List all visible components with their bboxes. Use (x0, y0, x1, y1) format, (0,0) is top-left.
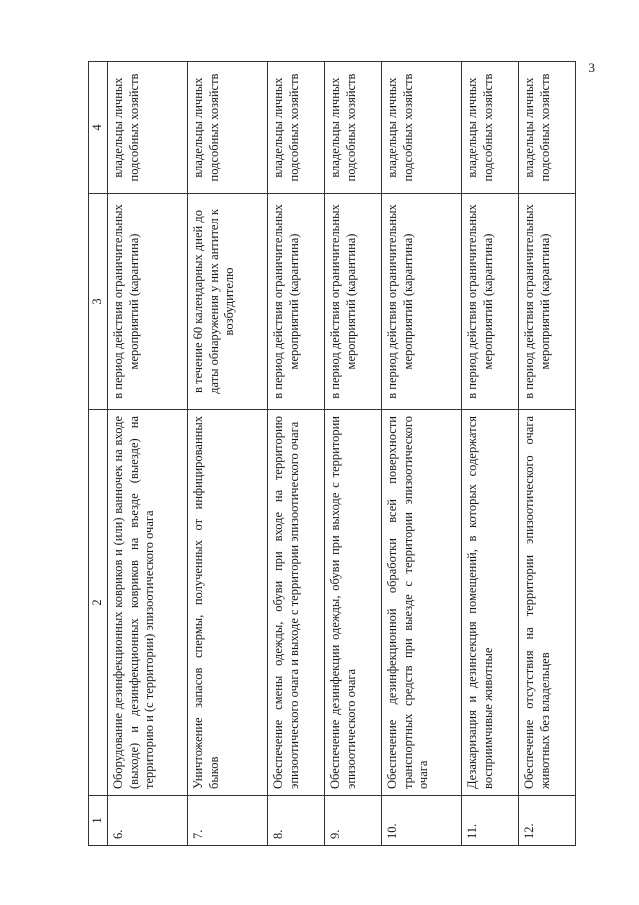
row-number: 10. (382, 796, 462, 846)
row-action: Оборудование дезинфекционных ковриков и (или) ванночек на входе (выходе) и дезинфекционных ковриков на въезде (выезде) на территорию и (с территории) эпизоотического очага (108, 410, 188, 796)
header-col-2: 2 (89, 410, 108, 796)
row-number: 6. (108, 796, 188, 846)
row-action: Обеспечение смены одежды, обуви при входе на территорию эпизоотического очага и выходе с территории эпизоотического очага (268, 410, 325, 796)
header-col-1: 1 (89, 796, 108, 846)
page-number: 3 (588, 60, 595, 75)
row-term: в период действия ограничительных мероприятий (карантина) (462, 194, 519, 410)
header-col-4: 4 (89, 62, 108, 194)
rotated-table-container (88, 62, 576, 846)
measures-table (88, 61, 576, 846)
row-action: Обеспечение дезинфекционной обработки всей поверхности транспортных средств при выезде с территории эпизоотического очага (382, 410, 462, 796)
row-responsible: владельцы личных подсобных хозяйств (188, 62, 268, 194)
row-action: Дезакаризация и дезинсекция помещений, в которых содержатся восприимчивые животные (462, 410, 519, 796)
row-number: 7. (188, 796, 268, 846)
row-term: в период действия ограничительных мероприятий (карантина) (325, 194, 382, 410)
row-term: в период действия ограничительных мероприятий (карантина) (382, 194, 462, 410)
table-row (188, 62, 268, 846)
row-responsible: владельцы личных подсобных хозяйств (519, 62, 576, 194)
row-number: 12. (519, 796, 576, 846)
table-row (519, 62, 576, 846)
header-row (89, 62, 108, 846)
row-action: Уничтожение запасов спермы, полученных от инфицированных быков (188, 410, 268, 796)
table-row (268, 62, 325, 846)
table-row (108, 62, 188, 846)
row-responsible: владельцы личных подсобных хозяйств (268, 62, 325, 194)
row-term: в период действия ограничительных мероприятий (карантина) (519, 194, 576, 410)
row-action: Обеспечение дезинфекции одежды, обуви при выходе с территории эпизоотического очага (325, 410, 382, 796)
row-responsible: владельцы личных подсобных хозяйств (325, 62, 382, 194)
row-responsible: владельцы личных подсобных хозяйств (382, 62, 462, 194)
table-row (325, 62, 382, 846)
row-number: 11. (462, 796, 519, 846)
row-term: в течение 60 календарных дней до даты обнаружения у них антител к возбудителю (188, 194, 268, 410)
row-responsible: владельцы личных подсобных хозяйств (462, 62, 519, 194)
row-responsible: владельцы личных подсобных хозяйств (108, 62, 188, 194)
table-row (382, 62, 462, 846)
table-row (462, 62, 519, 846)
row-term: в период действия ограничительных мероприятий (карантина) (108, 194, 188, 410)
row-action: Обеспечение отсутствия на территории эпизоотического очага животных без владельцев (519, 410, 576, 796)
row-term: в период действия ограничительных мероприятий (карантина) (268, 194, 325, 410)
row-number: 9. (325, 796, 382, 846)
row-number: 8. (268, 796, 325, 846)
header-col-3: 3 (89, 194, 108, 410)
